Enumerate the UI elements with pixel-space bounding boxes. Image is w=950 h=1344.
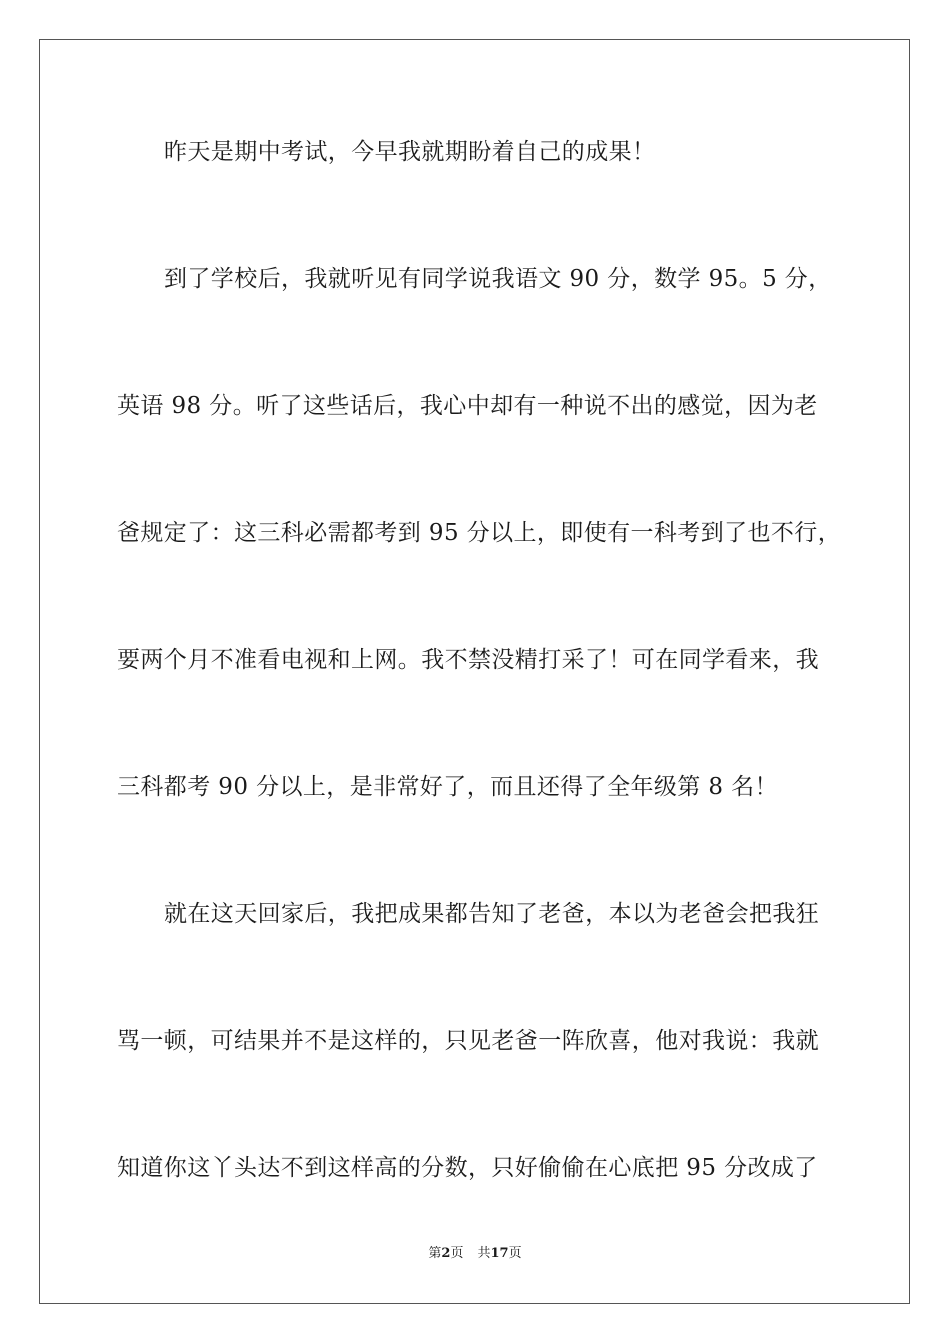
paragraph-line-4: 爸规定了：这三科必需都考到 95 分以上，即使有一科考到了也不行， — [117, 520, 842, 546]
page-suffix: 页 — [450, 1246, 464, 1261]
total-pages-label — [477, 1246, 521, 1261]
page-number-label — [428, 1246, 463, 1261]
paragraph-line-2: 到了学校后，我就听见有同学说我语文 90 分，数学 95。5 分， — [164, 266, 832, 292]
paragraph-line-8: 骂一顿，可结果并不是这样的，只见老爸一阵欣喜，他对我说：我就 — [117, 1028, 819, 1054]
total-prefix: 共 — [477, 1246, 491, 1261]
paragraph-line-7: 就在这天回家后，我把成果都告知了老爸，本以为老爸会把我狂 — [164, 901, 820, 927]
page-number: 2 — [441, 1246, 451, 1261]
paragraph-line-6: 三科都考 90 分以上，是非常好了，而且还得了全年级第 8 名！ — [117, 774, 778, 800]
paragraph-line-1: 昨天是期中考试，今早我就期盼着自己的成果！ — [164, 139, 656, 165]
paragraph-line-3: 英语 98 分。听了这些话后，我心中却有一种说不出的感觉，因为老 — [117, 393, 818, 419]
page-footer — [0, 1245, 950, 1263]
page-prefix: 第 — [428, 1246, 442, 1261]
total-suffix: 页 — [508, 1246, 522, 1261]
paragraph-line-9: 知道你这丫头达不到这样高的分数，只好偷偷在心底把 95 分改成了 — [117, 1155, 818, 1181]
paragraph-line-5: 要两个月不准看电视和上网。我不禁没精打采了！可在同学看来，我 — [117, 647, 819, 673]
total-pages: 17 — [490, 1246, 509, 1261]
